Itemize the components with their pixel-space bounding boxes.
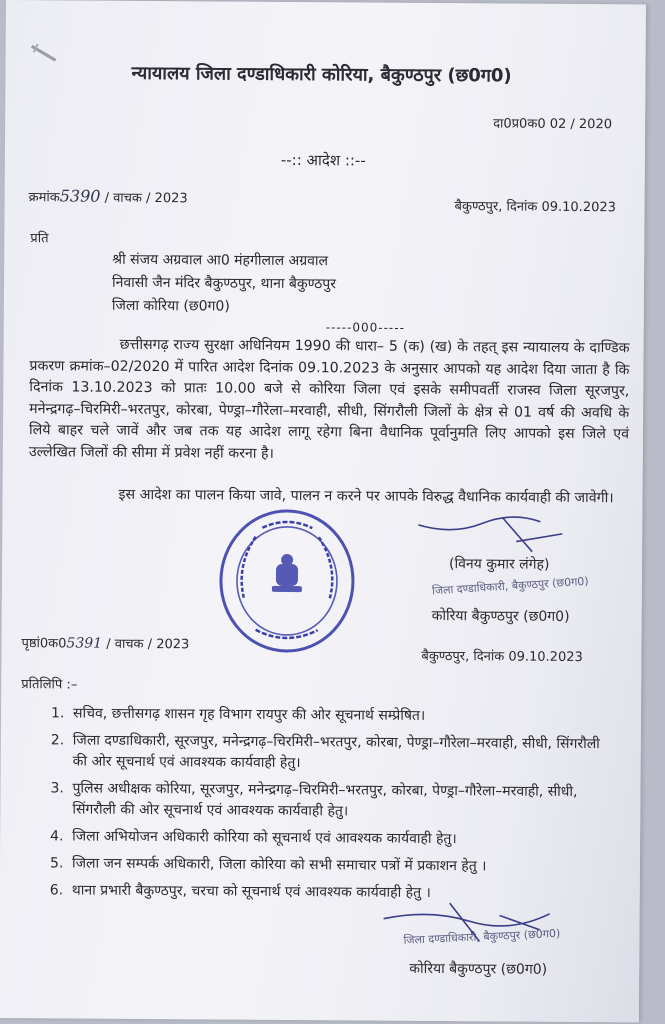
recipient-line-3: जिला कोरिया (छ0ग0) bbox=[111, 297, 230, 315]
recipient-line-2: निवासी जैन मंदिर बैकुण्ठपुर, थाना बैकुण्ठपुर bbox=[111, 274, 337, 293]
order-paragraph-2-text: इस आदेश का पालन किया जावे, पालन न करने पर आपके विरुद्ध वैधानिक कार्यवाही की जावेगी। bbox=[118, 486, 614, 507]
copy-item-number: 4. bbox=[50, 828, 64, 845]
endorsement-date: बैकुण्ठपुर, दिनांक 09.10.2023 bbox=[421, 648, 583, 666]
order-date: बैकुण्ठपुर, दिनांक 09.10.2023 bbox=[454, 199, 616, 216]
copy-item-1 bbox=[51, 703, 611, 728]
endorsement-reference bbox=[21, 633, 189, 652]
copy-item-number: 3. bbox=[50, 780, 64, 797]
recipient-label: प्रति bbox=[30, 231, 49, 247]
copy-item-3 bbox=[50, 778, 610, 824]
copy-item-text: सचिव, छत्तीसगढ़ शासन गृह विभाग रायपुर की ओर सूचनार्थ सम्प्रेषित। bbox=[72, 705, 426, 724]
recipient-line-1: श्री संजय अग्रवाल आ0 मंहगीलाल अग्रवाल bbox=[112, 251, 329, 270]
signatory-office-stamp-2: जिला दण्डाधिकारी, बैकुण्ठपुर (छ0ग0) bbox=[403, 926, 561, 947]
order-reference bbox=[29, 186, 188, 206]
copy-item-number: 2. bbox=[50, 732, 65, 749]
copies-label: प्रतिलिपि :– bbox=[21, 677, 78, 693]
signatory-office-stamp: जिला दण्डाधिकारी, बैकुण्ठपुर (छ0ग0) bbox=[431, 574, 590, 598]
copy-item-5 bbox=[50, 853, 610, 878]
court-title: न्यायालय जिला दण्डाधिकारी कोरिया, बैकुण्ठपुर (छ0ग0) bbox=[131, 62, 512, 87]
signatory-place: कोरिया बैकुण्ठपुर (छ0ग0) bbox=[431, 607, 570, 625]
section-separator: -----000----- bbox=[325, 320, 405, 335]
case-number: दा0प्र0क0 02 / 2020 bbox=[493, 116, 613, 133]
endorsement-prefix: पृष्ठां0क0 bbox=[21, 636, 67, 652]
reference-prefix: क्रमांक bbox=[28, 190, 60, 206]
copy-item-number: 5. bbox=[49, 855, 64, 872]
copies-list bbox=[50, 703, 611, 911]
copy-item-text: जिला जन सम्पर्क अधिकारी, जिला कोरिया को सभी समाचार पत्रों में प्रकाशन हेतु । bbox=[71, 855, 487, 875]
copy-item-number: 6. bbox=[49, 882, 64, 899]
copy-item-number: 1. bbox=[50, 705, 65, 722]
signatory-place-2: कोरिया बैकुण्ठपुर (छ0ग0) bbox=[409, 960, 548, 978]
staple-mark bbox=[28, 40, 62, 66]
official-seal-stamp bbox=[215, 505, 358, 656]
copy-item-2 bbox=[51, 730, 611, 776]
endorsement-handwritten-number: 5391 bbox=[66, 635, 103, 652]
order-paragraph-1 bbox=[29, 334, 630, 467]
reference-handwritten-number: 5390 bbox=[59, 186, 101, 206]
reference-suffix: / वाचक / 2023 bbox=[104, 190, 188, 207]
order-heading: --:: आदेश ::-- bbox=[280, 150, 366, 170]
copy-item-text: जिला दण्डाधिकारी, सूरजपुर, मनेन्द्रगढ़–चिरमिरी–भरतपुर, कोरबा, पेण्ड्रा–गौरेला–मरवाही, सीधी, सिंगरौली की ओर सूचनार्थ एवं आवश्यक कार्यवाही हेतु। bbox=[72, 732, 600, 772]
copy-item-text: पुलिस अधीक्षक कोरिया, सूरजपुर, मनेन्द्रगढ़–चिरमिरी–भरतपुर, कोरबा, पेण्ड्रा–गौरेला–मरवाही, सीधी, सिंगरौली की ओर सूचनार्थ एवं आवश्यक कार्यवाही हेतु। bbox=[72, 780, 578, 820]
copy-item-text: जिला अभियोजन अधिकारी कोरिया को सूचनार्थ एवं आवश्यक कार्यवाही हेतु। bbox=[72, 828, 457, 848]
endorsement-suffix: / वाचक / 2023 bbox=[106, 636, 190, 653]
order-paragraph-1-text: छत्तीसगढ़ राज्य सुरक्षा अधिनियम 1990 की धारा– 5 (क) (ख) के तहत् इस न्यायालय के दाण्डिक प्रकरण क्रमांक–02/2020 में पारित आदेश दिनांक 09.10.2023 के अनुसार आपको यह आदेश दिया जाता है कि दिनांक 13.10.2023 को प्रातः 10.00 बजे से कोरिया जिला एवं इसके समीपवर्ती राजस्व जिला सूरजपुर, मनेन्द्रगढ़–चिरमिरी–भरतपुर, कोरबा, पेण्ड्रा–गौरेला–मरवाही, सीधी, सिंगरौली जिलों के क्षेत्र से 01 वर्ष की अवधि के लिये बाहर चले जावें और जब तक यह आदेश लागू रहेगा बिना वैधानिक पूर्वानुमति लिए आपको इस जिले एवं उल्लेखित जिलों की सीमा में प्रवेश नहीं करना है। bbox=[28, 336, 630, 462]
copy-item-4 bbox=[50, 826, 610, 851]
copy-item-text: थाना प्रभारी बैकुण्ठपुर, चरचा को सूचनार्थ एवं आवश्यक कार्यवाही हेतु । bbox=[71, 882, 431, 901]
signatory-name: (विनय कुमार लंगेह) bbox=[449, 556, 550, 573]
